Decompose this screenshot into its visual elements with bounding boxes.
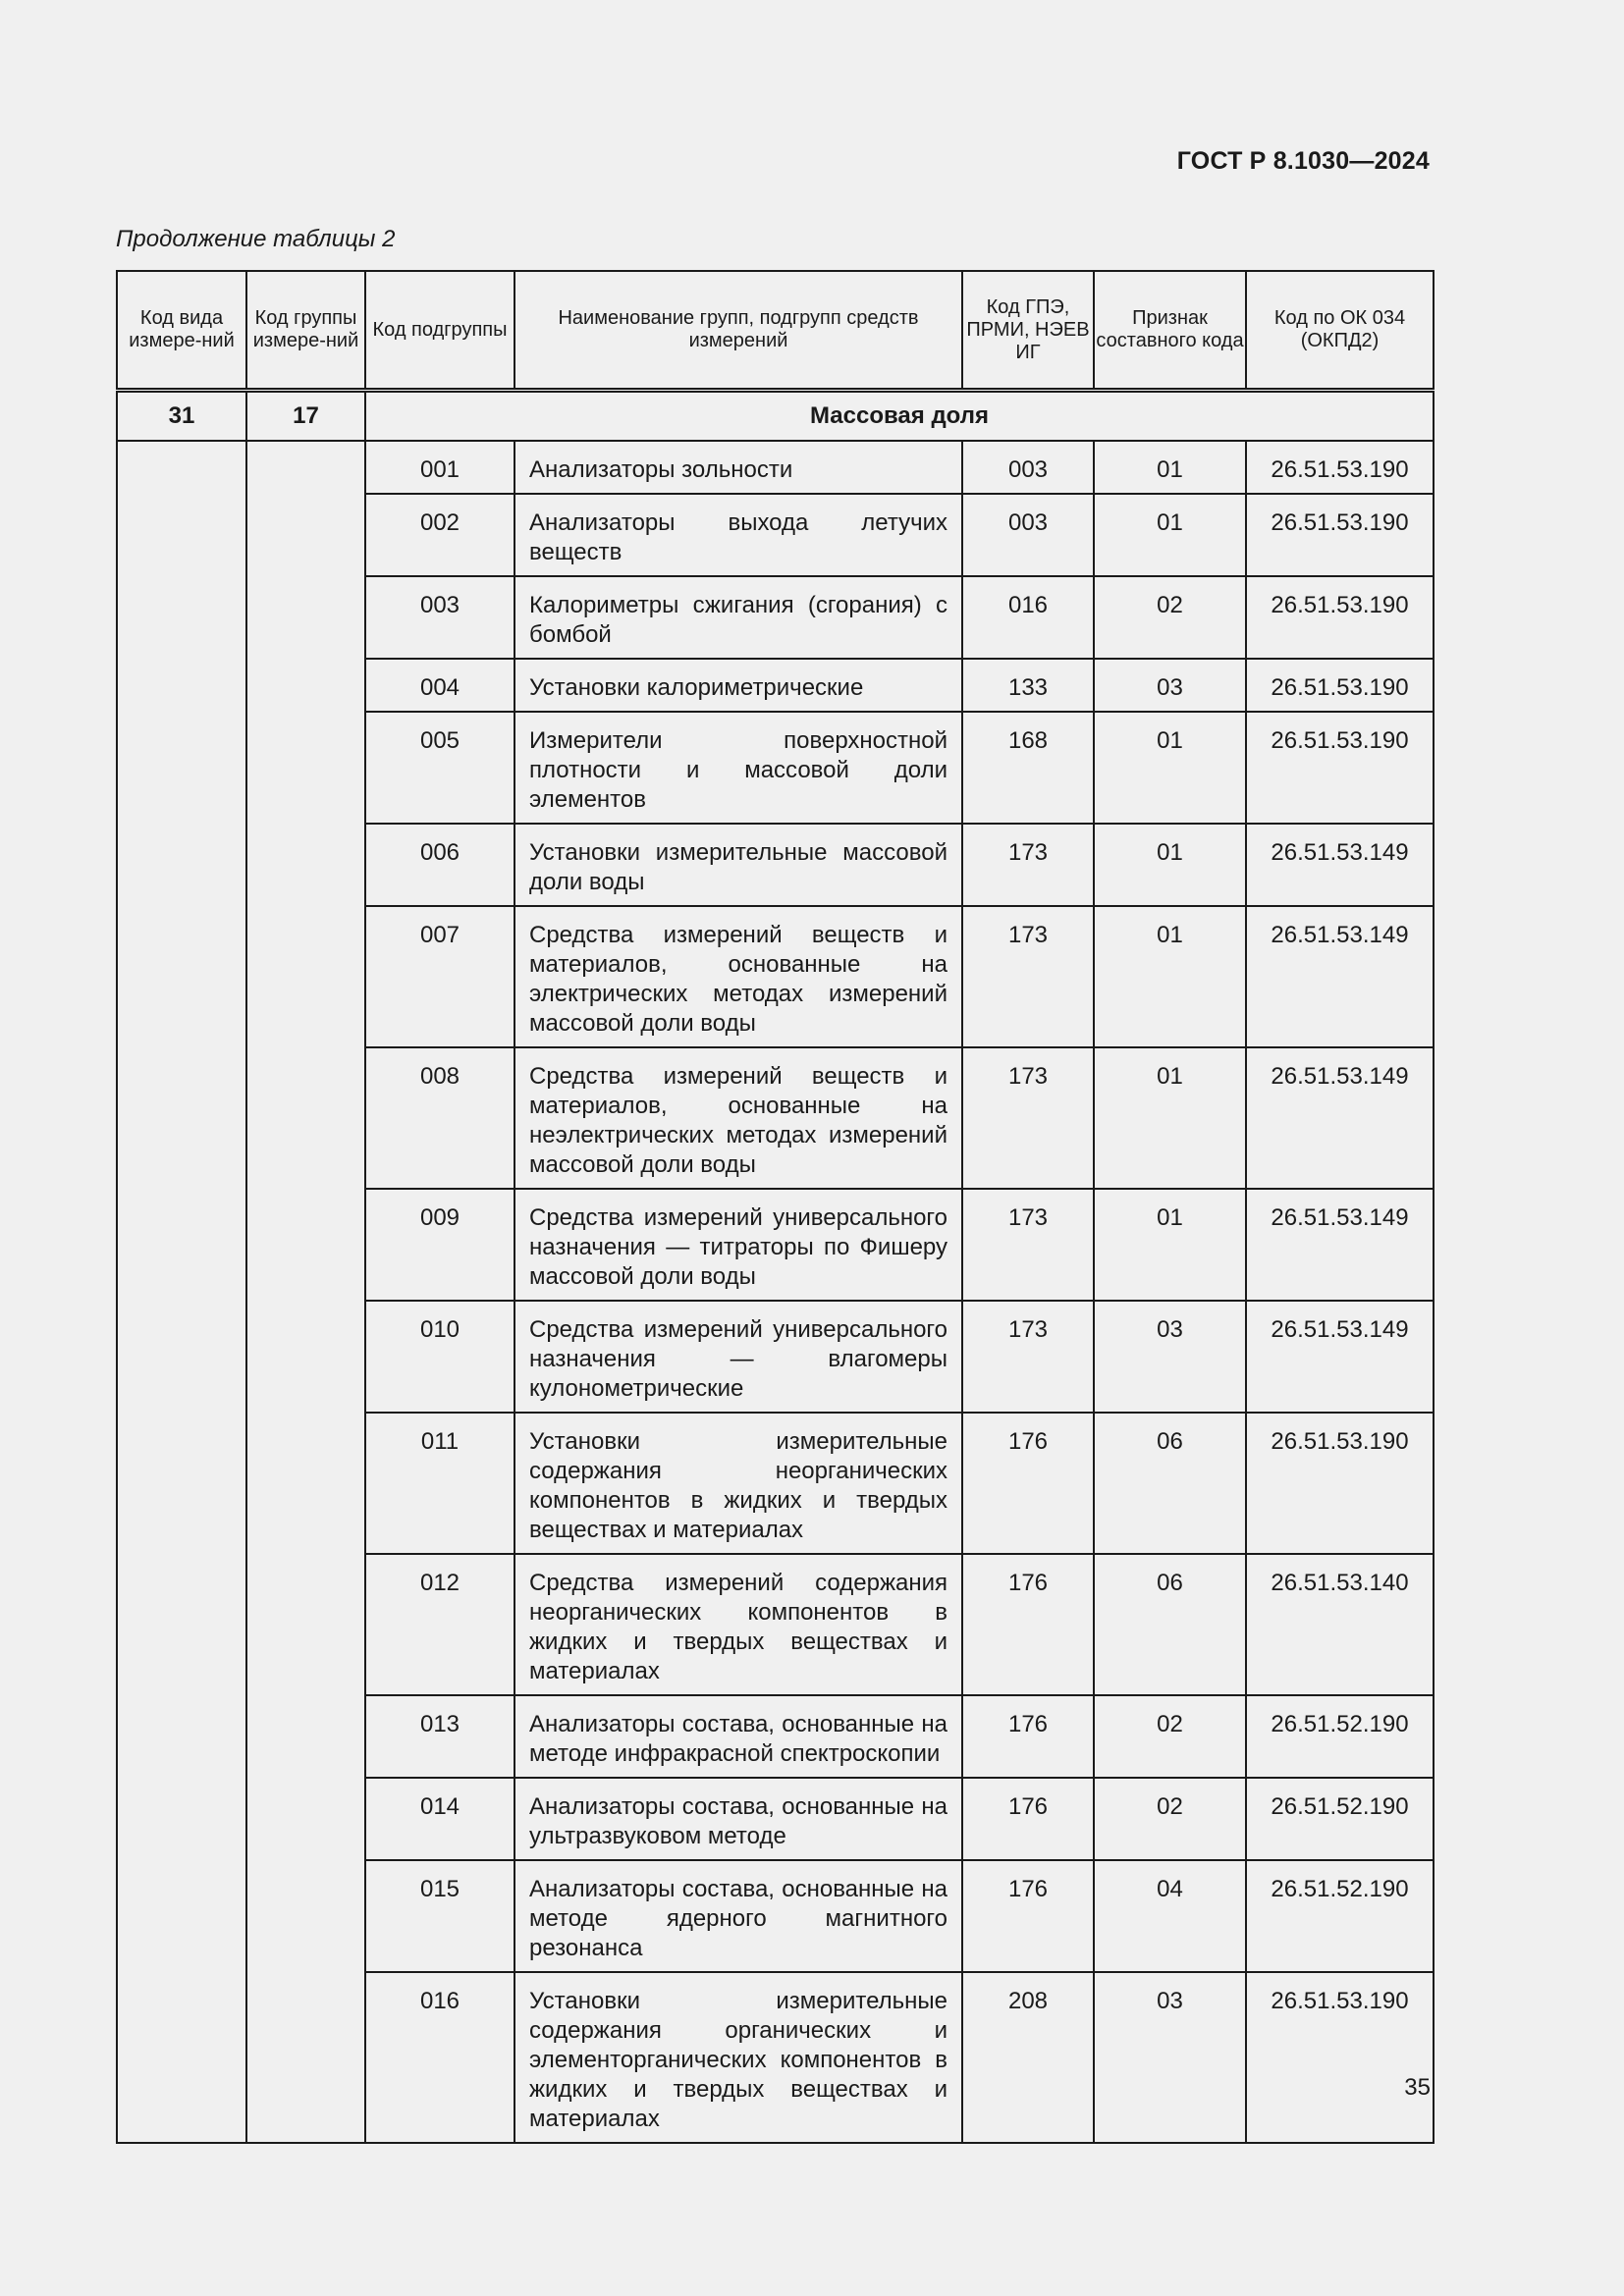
gpe-code-text: 003 (1007, 509, 1049, 536)
subgroup-name-text: Средства измерений веществ и материалов, основанные на неэлектрических методах измерений массовой доли воды (529, 1063, 947, 1178)
gpe-code-text: 208 (1007, 1988, 1049, 2014)
okpd-code (1246, 824, 1434, 906)
subgroup-code-text: 015 (419, 1876, 460, 1902)
subgroup-code (365, 659, 514, 712)
gpe-code-text: 176 (1007, 1876, 1049, 1902)
subgroup-code-text: 012 (419, 1570, 460, 1596)
subgroup-name-text: Калориметры сжигания (сгорания) с бомбой (529, 592, 947, 648)
subgroup-code-text: 001 (419, 456, 460, 483)
subgroup-name (514, 441, 962, 494)
subgroup-code-text: 003 (419, 592, 460, 618)
composite-flag-text: 02 (1157, 1711, 1183, 1737)
okpd-code (1246, 1778, 1434, 1860)
gpe-code-text: 168 (1007, 727, 1049, 754)
composite-flag-text: 01 (1157, 1204, 1183, 1231)
subgroup-name (514, 1047, 962, 1189)
subgroup-code (365, 906, 514, 1047)
table-header-row (117, 271, 1434, 391)
subgroup-name (514, 659, 962, 712)
subgroup-code-text: 010 (419, 1316, 460, 1343)
gpe-code (962, 1189, 1094, 1301)
subgroup-code (365, 1860, 514, 1972)
okpd-code-text: 26.51.53.190 (1271, 592, 1409, 618)
subgroup-code-text: 002 (419, 509, 460, 536)
col-header-subgroup-code: Код подгруппы (365, 271, 514, 391)
composite-flag (1094, 441, 1246, 494)
subgroup-code-text: 005 (419, 727, 460, 754)
subgroup-code-text: 007 (419, 922, 460, 948)
composite-flag (1094, 659, 1246, 712)
okpd-code-text: 26.51.53.149 (1271, 839, 1409, 866)
gpe-code (962, 1778, 1094, 1860)
subgroup-name (514, 494, 962, 576)
subgroup-name-text: Средства измерений содержания неорганических компонентов в жидких и твердых веществах и материалах (529, 1570, 947, 1684)
col-header-okpd-code: Код по ОК 034 (ОКПД2) (1246, 271, 1434, 391)
gpe-code (962, 712, 1094, 824)
composite-flag (1094, 494, 1246, 576)
subgroup-code (365, 441, 514, 494)
composite-flag (1094, 1554, 1246, 1695)
gpe-code-text: 176 (1007, 1428, 1049, 1455)
subgroup-code-text: 013 (419, 1711, 460, 1737)
subgroup-name-text: Анализаторы выхода летучих веществ (529, 509, 947, 565)
composite-flag (1094, 1860, 1246, 1972)
group-title: Массовая доля (365, 391, 1434, 442)
subgroup-name (514, 906, 962, 1047)
page-number: 35 (1404, 2074, 1431, 2101)
subgroup-name (514, 1972, 962, 2143)
gpe-code-text: 133 (1007, 674, 1049, 701)
composite-flag-text: 03 (1157, 1988, 1183, 2014)
document-code: ГОСТ Р 8.1030—2024 (1176, 147, 1430, 175)
gpe-code-text: 173 (1007, 839, 1049, 866)
okpd-code (1246, 441, 1434, 494)
gpe-code-text: 016 (1007, 592, 1049, 618)
okpd-code-text: 26.51.53.190 (1271, 1988, 1409, 2014)
composite-flag (1094, 824, 1246, 906)
gpe-code (962, 824, 1094, 906)
okpd-code (1246, 1189, 1434, 1301)
table-caption: Продолжение таблицы 2 (116, 226, 396, 252)
composite-flag-text: 01 (1157, 456, 1183, 483)
subgroup-code-text: 009 (419, 1204, 460, 1231)
okpd-code-text: 26.51.53.190 (1271, 509, 1409, 536)
subgroup-name (514, 1189, 962, 1301)
subgroup-name (514, 1695, 962, 1778)
composite-flag-text: 06 (1157, 1570, 1183, 1596)
subgroup-name (514, 824, 962, 906)
subgroup-code (365, 824, 514, 906)
okpd-code-text: 26.51.53.190 (1271, 674, 1409, 701)
subgroup-name (514, 1413, 962, 1554)
gpe-code (962, 1047, 1094, 1189)
gpe-code-text: 173 (1007, 1204, 1049, 1231)
composite-flag-text: 01 (1157, 1063, 1183, 1090)
subgroup-name-text: Анализаторы состава, основанные на методе инфракрасной спектроскопии (529, 1711, 947, 1767)
gpe-code-text: 176 (1007, 1793, 1049, 1820)
okpd-code (1246, 712, 1434, 824)
subgroup-code (365, 1554, 514, 1695)
composite-flag (1094, 712, 1246, 824)
col-header-gpe-code: Код ГПЭ, ПРМИ, НЭЕВ ИГ (962, 271, 1094, 391)
composite-flag (1094, 1047, 1246, 1189)
gpe-code (962, 1554, 1094, 1695)
subgroup-name (514, 576, 962, 659)
subgroup-code (365, 1695, 514, 1778)
gpe-code-text: 176 (1007, 1711, 1049, 1737)
subgroup-code (365, 1413, 514, 1554)
gpe-code (962, 441, 1094, 494)
okpd-code-text: 26.51.52.190 (1271, 1711, 1409, 1737)
kind-code-empty-cell (117, 441, 246, 2143)
okpd-code (1246, 1301, 1434, 1413)
group-kind-code: 31 (117, 391, 246, 442)
okpd-code (1246, 576, 1434, 659)
subgroup-code (365, 1778, 514, 1860)
gpe-code-text: 176 (1007, 1570, 1049, 1596)
group-row (117, 391, 1434, 442)
composite-flag (1094, 906, 1246, 1047)
composite-flag (1094, 1189, 1246, 1301)
composite-flag (1094, 1413, 1246, 1554)
subgroup-name-text: Установки измерительные массовой доли воды (529, 839, 947, 895)
composite-flag-text: 03 (1157, 1316, 1183, 1343)
subgroup-code (365, 712, 514, 824)
subgroup-code (365, 1047, 514, 1189)
gpe-code-text: 173 (1007, 1316, 1049, 1343)
composite-flag-text: 03 (1157, 674, 1183, 701)
col-header-group-code: Код группы измере-ний (246, 271, 365, 391)
gpe-code (962, 906, 1094, 1047)
group-code-empty-cell (246, 441, 365, 2143)
okpd-code-text: 26.51.53.140 (1271, 1570, 1409, 1596)
subgroup-name-text: Средства измерений универсального назначения — титраторы по Фишеру массовой доли воды (529, 1204, 947, 1290)
composite-flag-text: 01 (1157, 922, 1183, 948)
subgroup-name (514, 1860, 962, 1972)
subgroup-name-text: Анализаторы зольности (529, 456, 793, 483)
subgroup-code-text: 006 (419, 839, 460, 866)
okpd-code-text: 26.51.52.190 (1271, 1876, 1409, 1902)
col-header-name: Наименование групп, подгрупп средств измерений (514, 271, 962, 391)
okpd-code (1246, 1695, 1434, 1778)
subgroup-name-text: Анализаторы состава, основанные на методе ядерного магнитного резонанса (529, 1876, 947, 1961)
composite-flag (1094, 1778, 1246, 1860)
gpe-code (962, 576, 1094, 659)
subgroup-code-text: 014 (419, 1793, 460, 1820)
okpd-code-text: 26.51.53.149 (1271, 1204, 1409, 1231)
composite-flag (1094, 1301, 1246, 1413)
composite-flag-text: 01 (1157, 839, 1183, 866)
gpe-code-text: 173 (1007, 922, 1049, 948)
subgroup-code-text: 004 (419, 674, 460, 701)
okpd-code-text: 26.51.53.190 (1271, 1428, 1409, 1455)
subgroup-code-text: 016 (419, 1988, 460, 2014)
table-row (117, 441, 1434, 494)
okpd-code-text: 26.51.53.149 (1271, 1316, 1409, 1343)
composite-flag-text: 01 (1157, 509, 1183, 536)
col-header-kind-code: Код вида измере-ний (117, 271, 246, 391)
subgroup-name-text: Установки измерительные содержания неорганических компонентов в жидких и твердых веществах и материалах (529, 1428, 947, 1543)
subgroup-code-text: 011 (420, 1428, 460, 1455)
composite-flag (1094, 1695, 1246, 1778)
col-header-composite-flag: Признак составного кода (1094, 271, 1246, 391)
composite-flag-text: 06 (1157, 1428, 1183, 1455)
okpd-code (1246, 1554, 1434, 1695)
composite-flag-text: 02 (1157, 592, 1183, 618)
subgroup-name-text: Установки измерительные содержания органических и элементорганических компонентов в жидких и твердых веществах и материалах (529, 1988, 947, 2132)
gpe-code (962, 494, 1094, 576)
composite-flag-text: 02 (1157, 1793, 1183, 1820)
subgroup-name (514, 1301, 962, 1413)
subgroup-name-text: Средства измерений веществ и материалов, основанные на электрических методах измерений массовой доли воды (529, 922, 947, 1037)
composite-flag-text: 01 (1157, 727, 1183, 754)
subgroup-name (514, 1778, 962, 1860)
subgroup-code (365, 576, 514, 659)
subgroup-name-text: Измерители поверхностной плотности и массовой доли элементов (529, 727, 947, 813)
gpe-code-text: 173 (1007, 1063, 1049, 1090)
okpd-code (1246, 906, 1434, 1047)
gpe-code (962, 1695, 1094, 1778)
subgroup-name-text: Анализаторы состава, основанные на ультразвуковом методе (529, 1793, 947, 1849)
subgroup-name (514, 712, 962, 824)
subgroup-code (365, 1301, 514, 1413)
subgroup-name (514, 1554, 962, 1695)
subgroup-code (365, 1189, 514, 1301)
subgroups-table (116, 270, 1435, 2144)
gpe-code-text: 003 (1007, 456, 1049, 483)
okpd-code (1246, 1047, 1434, 1189)
subgroup-code (365, 1972, 514, 2143)
subgroup-name-text: Средства измерений универсального назначения — влагомеры кулонометрические (529, 1316, 947, 1402)
okpd-code-text: 26.51.52.190 (1271, 1793, 1409, 1820)
okpd-code (1246, 494, 1434, 576)
composite-flag (1094, 1972, 1246, 2143)
okpd-code (1246, 1413, 1434, 1554)
okpd-code (1246, 659, 1434, 712)
okpd-code-text: 26.51.53.190 (1271, 727, 1409, 754)
group-group-code: 17 (246, 391, 365, 442)
okpd-code-text: 26.51.53.190 (1271, 456, 1409, 483)
gpe-code (962, 1301, 1094, 1413)
gpe-code (962, 659, 1094, 712)
subgroup-name-text: Установки калориметрические (529, 674, 864, 701)
gpe-code (962, 1972, 1094, 2143)
gpe-code (962, 1860, 1094, 1972)
okpd-code-text: 26.51.53.149 (1271, 922, 1409, 948)
gpe-code (962, 1413, 1094, 1554)
composite-flag (1094, 576, 1246, 659)
subgroup-code-text: 008 (419, 1063, 460, 1090)
okpd-code (1246, 1860, 1434, 1972)
subgroup-code (365, 494, 514, 576)
composite-flag-text: 04 (1157, 1876, 1183, 1902)
okpd-code (1246, 1972, 1434, 2143)
okpd-code-text: 26.51.53.149 (1271, 1063, 1409, 1090)
